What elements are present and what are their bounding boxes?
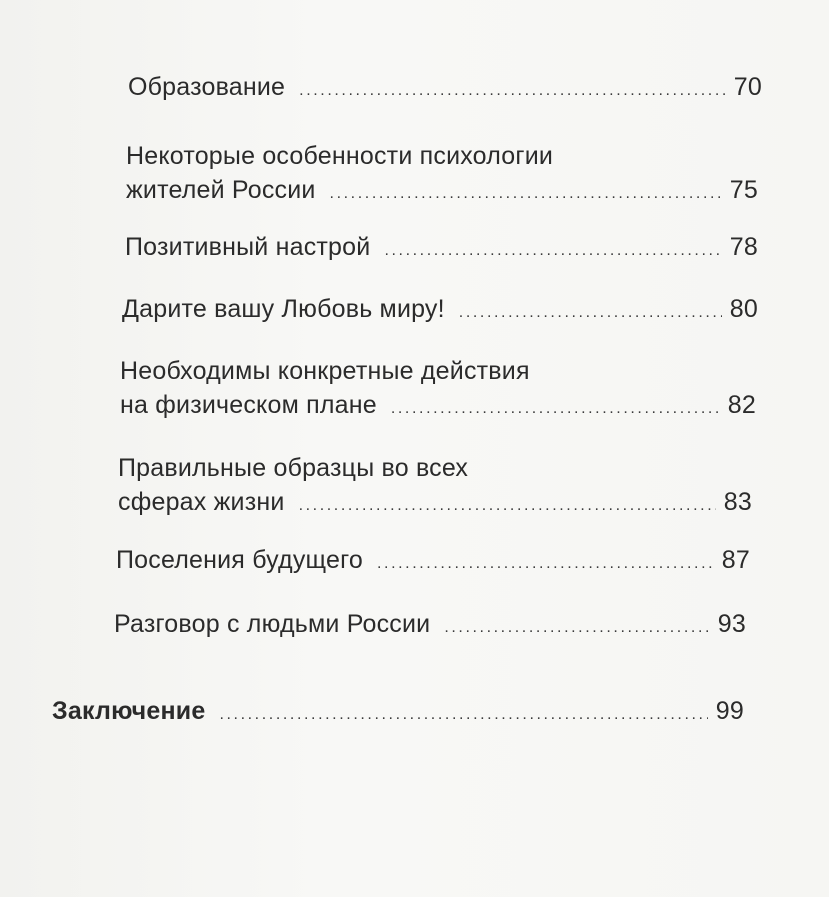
toc-page-number: 70 (733, 73, 762, 101)
dot-leader (377, 549, 714, 579)
toc-entry-line (116, 545, 750, 579)
dot-leader (384, 236, 722, 266)
toc-entry-line (114, 609, 746, 643)
dot-leader (299, 76, 726, 106)
toc-entry-line (52, 696, 744, 730)
toc-entry-line (120, 356, 756, 386)
toc-entry-line (118, 487, 752, 521)
toc-entry (114, 609, 746, 643)
toc-page-number: 82 (727, 391, 756, 419)
toc-entry-line (126, 175, 758, 209)
toc-entry-line (128, 72, 762, 106)
toc-entry-conclusion (52, 696, 744, 730)
toc-entry-title: Образование (128, 73, 286, 101)
toc-page-number: 75 (729, 176, 758, 204)
toc-entry-line (118, 453, 752, 483)
toc-entry (126, 141, 758, 209)
toc-page-number: 99 (715, 697, 744, 725)
toc-entry-title: жителей России (126, 176, 316, 204)
toc-entry (118, 453, 752, 521)
dot-leader (299, 491, 716, 521)
toc-entry-title: Поселения будущего (116, 546, 363, 574)
toc-entry-title: Заключение (52, 697, 206, 725)
dot-leader (330, 179, 722, 209)
toc-entry-line (126, 141, 758, 171)
toc-entry-title: сферах жизни (118, 488, 285, 516)
toc-entry-title: Необходимы конкретные действия (120, 357, 530, 385)
toc-entry-title: на физическом плане (120, 391, 377, 419)
toc-entry-title: Некоторые особенности психологии (126, 142, 554, 170)
toc-entry-line (122, 294, 758, 328)
toc-entry-title: Позитивный настрой (125, 233, 371, 261)
toc-entry (125, 232, 758, 266)
toc-entry-title: Разговор с людьми России (114, 610, 431, 638)
toc-entry (116, 545, 750, 579)
toc-entry-line (125, 232, 758, 266)
toc-entry (122, 294, 758, 328)
dot-leader (219, 700, 708, 730)
toc-page-number: 87 (721, 546, 750, 574)
toc-entry (120, 356, 756, 424)
toc-entry-title: Дарите вашу Любовь миру! (122, 295, 445, 323)
toc-page-number: 78 (729, 233, 758, 261)
dot-leader (459, 298, 722, 328)
toc-entry-title: Правильные образцы во всех (118, 454, 469, 482)
toc-entry-line (120, 390, 756, 424)
toc-page-number: 83 (723, 488, 752, 516)
dot-leader (391, 394, 720, 424)
dot-leader (444, 613, 710, 643)
toc-page-number: 93 (717, 610, 746, 638)
toc-entry (128, 72, 762, 106)
toc-page-number: 80 (729, 295, 758, 323)
